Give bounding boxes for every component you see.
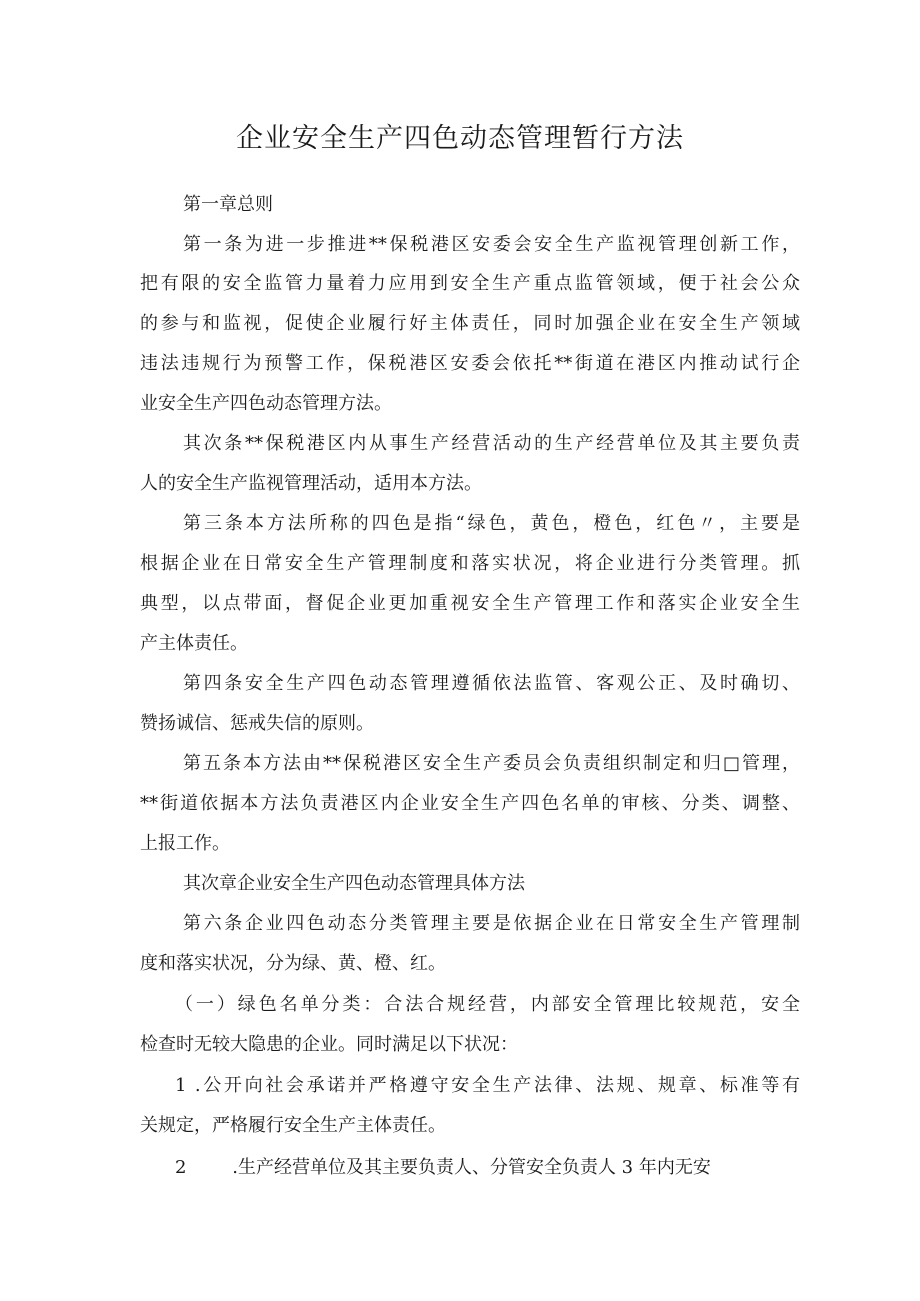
paragraph-line: 第六条企业四色动态分类管理主要是依据企业在日常安全生产管理制 xyxy=(183,913,800,934)
chapter-heading: 第一章总则 xyxy=(183,194,273,215)
paragraph-line: 其次条**保税港区内从事生产经营活动的生产经营单位及其主要负责 xyxy=(183,433,800,454)
paragraph-line: 根据企业在日常安全生产管理制度和落实状况，将企业进行分类管理。抓 xyxy=(140,553,800,574)
paragraph-line: 第五条本方法由**保税港区安全生产委员会负责组织制定和归□管理， xyxy=(183,753,800,774)
paragraph-line: 把有限的安全监管力量着力应用到安全生产重点监管领域，便于社会公众 xyxy=(140,273,800,294)
paragraph-line: **街道依据本方法负责港区内企业安全生产四色名单的审核、分类、调整、 xyxy=(140,793,800,814)
paragraph-line: 人的安全生产监视管理活动，适用本方法。 xyxy=(140,473,482,494)
document-title: 企业安全生产四色动态管理暂行方法 xyxy=(236,123,684,154)
paragraph-line: 业安全生产四色动态管理方法。 xyxy=(140,393,392,414)
chapter-heading: 其次章企业安全生产四色动态管理具体方法 xyxy=(183,873,525,894)
paragraph-line: 上报工作。 xyxy=(140,833,230,854)
paragraph-line: 检查时无较大隐患的企业。同时满足以下状况： xyxy=(140,1034,518,1055)
paragraph-line: （一）绿色名单分类：合法合规经营，内部安全管理比较规范，安全 xyxy=(175,994,800,1015)
paragraph-line: 违法违规行为预警工作，保税港区安委会依托**街道在港区内推动试行企 xyxy=(140,353,800,374)
paragraph-line: 赞扬诚信、惩戒失信的原则。 xyxy=(140,713,374,734)
paragraph-line: 典型，以点带面，督促企业更加重视安全生产管理工作和落实企业安全生 xyxy=(140,593,800,614)
paragraph-line: 关规定，严格履行安全生产主体责任。 xyxy=(140,1115,446,1136)
paragraph-line: 第一条为进一步推进**保税港区安委会安全生产监视管理创新工作， xyxy=(183,234,800,255)
paragraph-line: 第三条本方法所称的四色是指“绿色，黄色，橙色，红色〃，主要是 xyxy=(183,513,800,534)
paragraph-line: 第四条安全生产四色动态管理遵循依法监管、客观公正、及时确切、 xyxy=(183,673,800,694)
list-item-line: 2 .生产经营单位及其主要负责人、分管安全负责人 3 年内无安 xyxy=(175,1157,711,1178)
paragraph-line: 产主体责任。 xyxy=(140,633,248,654)
paragraph-line: 度和落实状况，分为绿、黄、橙、红。 xyxy=(140,953,446,974)
paragraph-line: 的参与和监视，促使企业履行好主体责任，同时加强企业在安全生产领域 xyxy=(140,313,800,334)
list-item-line: 1 .公开向社会承诺并严格遵守安全生产法律、法规、规章、标准等有 xyxy=(175,1075,800,1096)
